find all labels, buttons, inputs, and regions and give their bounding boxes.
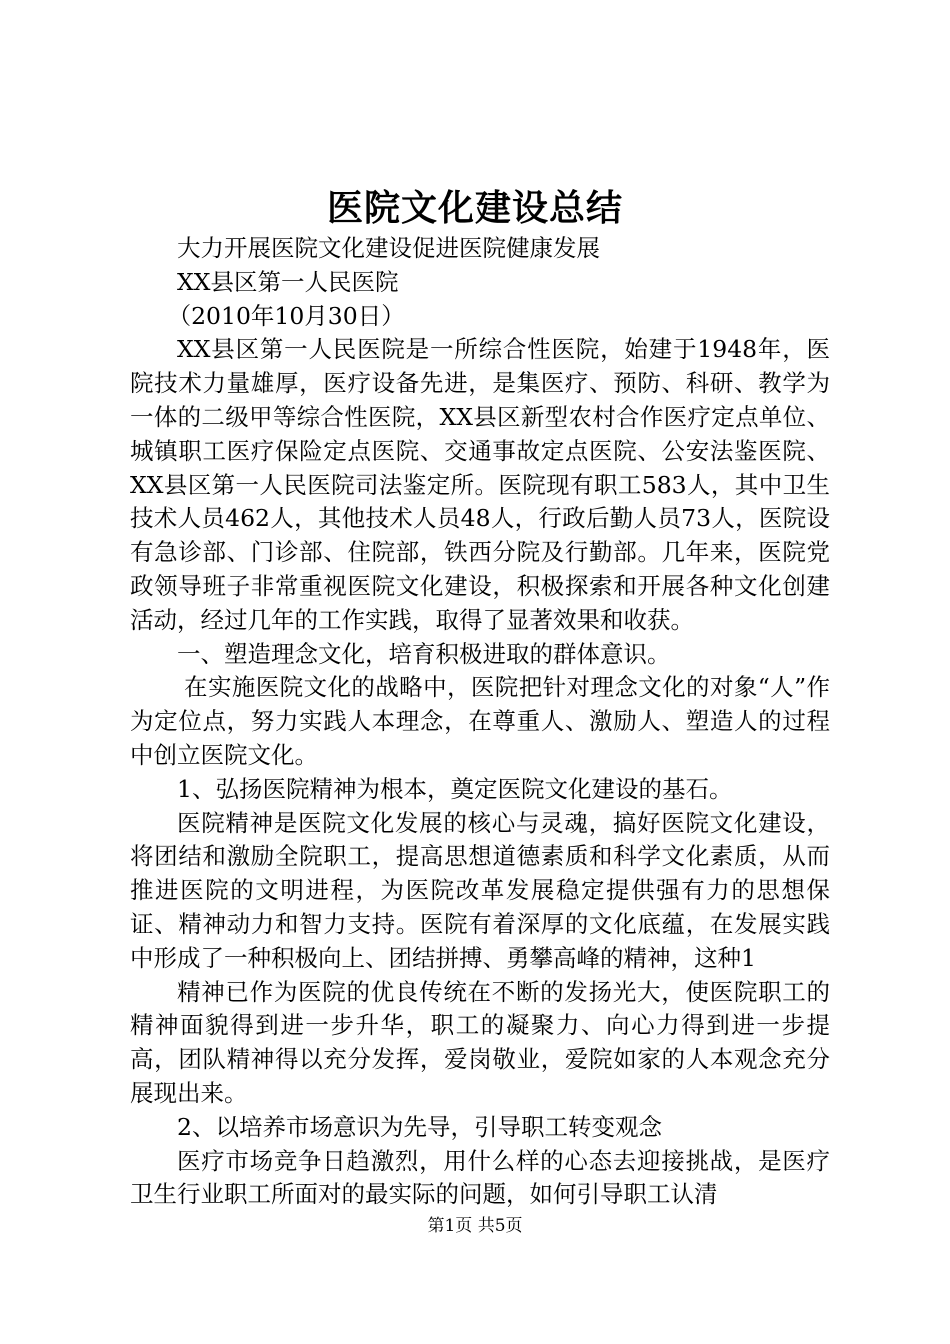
document-subtitle: 大力开展医院文化建设促进医院健康发展 [177,234,600,262]
page-number-footer: 第1页 共5页 [427,1216,523,1236]
document-date: （2010年10月30日） [167,301,405,330]
document-title: 医院文化建设总结 [326,187,623,229]
paragraph: XX县区第一人民医院是一所综合性医院，始建于1948年，医院技术力量雄厚，医疗设备先进，是集医疗、预防、科研、教学为一体的二级甲等综合性医院，XX县区新型农村合作医疗定点单位、城镇职工医疗保险定点医院、交通事故定点医院、公安法鉴医院、XX县区第一人民医院司法鉴定所。医院现有职工583人，其中卫生技术人员462人，其他技术人员48人，行政后勤人员73人，医院设有急诊部、门诊部、住院部，铁西分院及行勤部。几年来，医院党政领导班子非常重视医院文化建设，积极探索和开展各种文化创建活动，经过几年的工作实践，取得了显著效果和收获。 [130,335,830,634]
subsection-heading: 1、弘扬医院精神为根本，奠定医院文化建设的基石。 [177,774,733,803]
paragraph: 医疗市场竞争日趋激烈，用什么样的心态去迎接挑战，是医疗卫生行业职工所面对的最实际的问题，如何引导职工认清 [130,1146,830,1209]
document-body [130,232,830,1212]
paragraph: 在实施医院文化的战略中，医院把针对理念文化的对象“人”作为定位点，努力实践人本理念，在尊重人、激励人、塑造人的过程中创立医院文化。 [130,673,830,769]
section-heading: 一、塑造理念文化，培育积极进取的群体意识。 [177,639,671,668]
document-author: XX县区第一人民医院 [177,267,399,296]
subsection-heading: 2、以培养市场意识为先导，引导职工转变观念 [177,1112,662,1141]
paragraph: 医院精神是医院文化发展的核心与灵魂，搞好医院文化建设，将团结和激励全院职工，提高思想道德素质和科学文化素质，从而推进医院的文明进程，为医院改革发展稳定提供强有力的思想保证、精神动力和智力支持。医院有着深厚的文化底蕴，在发展实践中形成了一种积极向上、团结拼搏、勇攀高峰的精神，这种1 [130,808,830,972]
paragraph: 精神已作为医院的优良传统在不断的发扬光大，使医院职工的精神面貌得到进一步升华，职工的凝聚力、向心力得到进一步提高，团队精神得以充分发挥，爱岗敬业，爱院如家的人本观念充分展现出来。 [130,977,830,1107]
